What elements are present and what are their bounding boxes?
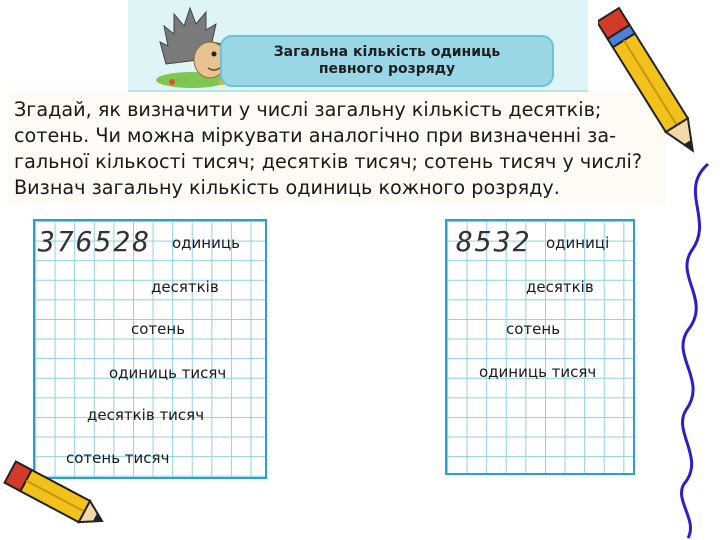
number-left: 376528 [38, 225, 152, 258]
label-hundreds-right: сотень [506, 320, 561, 338]
label-units: одиниць [172, 234, 240, 252]
topic-title-box [220, 35, 554, 87]
label-tens-right: десятків [526, 278, 594, 296]
task-line-2: сотень. Чи можна міркувати аналогічно при визначенні за- [14, 124, 617, 147]
lesson-banner [128, 0, 588, 92]
topic-title-line-2: певного розряду [318, 61, 456, 77]
grid-card-left [33, 219, 267, 479]
task-text [8, 92, 666, 204]
label-thousands: одиниць тисяч [109, 364, 227, 382]
task-line-4: Визнач загальну кількість одиниць кожного розряду. [14, 176, 560, 199]
label-ten-thousands: десятків тисяч [87, 406, 205, 424]
pencil-icon [598, 2, 708, 172]
label-units-right: одиниці [546, 234, 610, 252]
label-tens: десятків [151, 278, 219, 296]
label-hundreds: сотень [131, 320, 186, 338]
number-right: 8532 [456, 225, 532, 258]
label-hundred-thousands: сотень тисяч [66, 449, 170, 467]
task-line-3: гальної кількості тисяч; десятків тисяч; сотень тисяч у числі? [14, 150, 643, 173]
task-line-1: Згадай, як визначити у числі загальну кількість десятків; [14, 98, 602, 121]
pencil-icon [2, 455, 112, 540]
topic-title-line-1: Загальна кількість одиниць [273, 44, 501, 60]
label-thousands-right: одиниць тисяч [479, 363, 597, 381]
squiggle-line [668, 160, 720, 540]
